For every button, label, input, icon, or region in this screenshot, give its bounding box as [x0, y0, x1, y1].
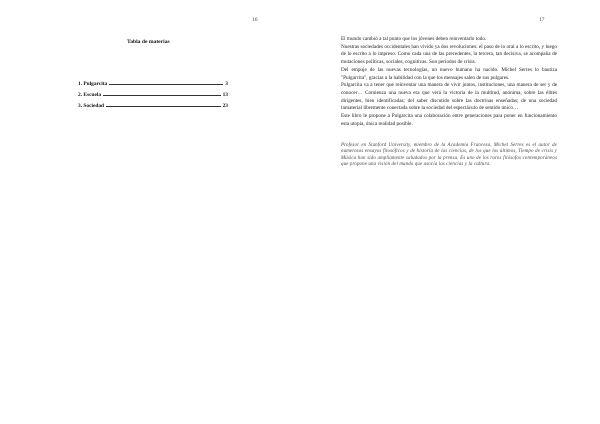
toc-leader	[106, 101, 221, 107]
toc-list	[78, 79, 228, 112]
toc-entry-label: 2. Escuela	[78, 92, 102, 98]
toc-leader	[103, 90, 221, 96]
paragraph: Nuestras sociedades occidentales han vivido ya dos revoluciones: el paso de lo oral a lo escrito, y luego de lo escrito a lo impreso. Como cada una de las precedentes, la tercera, tan decisiva, se acompaña de mutaciones políticas, sociales, cognitivas. Son periodos de crisis.	[341, 43, 557, 66]
toc-leader	[109, 79, 223, 85]
paragraph: Pulgarcita va a tener que reinventar una manera de vivir juntos, instituciones, una manera de ser y de conocer… Comienza una nueva era que verá la victoria de la multitud, anónima, sobre las élites dirigentes, bien identificadas; del saber discutido sobre las doctrinas enseñadas; de una sociedad inmaterial libremente conectada sobre la sociedad del espectáculo de sentido único…	[341, 82, 557, 112]
toc-entry-page: 23	[222, 103, 228, 109]
author-note: Profesor en Stanford University, miembro de la Academia Francesa, Michel Serres es el autor de numerosos ensayos filosóficos y de historia de las ciencias, de los que los últimos, Tiempo de crisis y Música han sido ampliamente saludados por la prensa. Es uno de los raros filósofos contemporáneos que propone una visión del mundo que asocia las ciencias y la cultura.	[341, 143, 557, 168]
toc-entry-label: 1. Pulgarcita	[78, 81, 108, 87]
toc-entry[interactable]	[78, 79, 228, 88]
paragraph: Este libro le propone a Pulgarcita una colaboración entre generaciones para poner en funcionamiento esta utopía, única realidad posible.	[341, 113, 557, 127]
toc-entry-page: 13	[222, 92, 228, 98]
toc-entry[interactable]	[78, 101, 228, 110]
toc-title: Tabla de materias	[127, 39, 170, 45]
toc-entry[interactable]	[78, 90, 228, 99]
toc-entry-page: 3	[225, 81, 228, 87]
toc-entry-label: 3. Sociedad	[78, 103, 105, 109]
page-number: 16	[252, 17, 258, 23]
back-cover-text	[341, 36, 557, 128]
paragraph: El mundo cambió a tal punto que los jóvenes deben reinventarlo todo.	[341, 36, 487, 42]
page-number: 17	[539, 17, 545, 23]
paragraph: Del empuje de las nuevas tecnologías, un nuevo humano ha nacido. Michel Serres lo bautiza "Pulgarcita", gracias a la habilidad con la que los mensajes salen de sus pulgares.	[341, 66, 557, 81]
right-page	[300, 0, 600, 424]
